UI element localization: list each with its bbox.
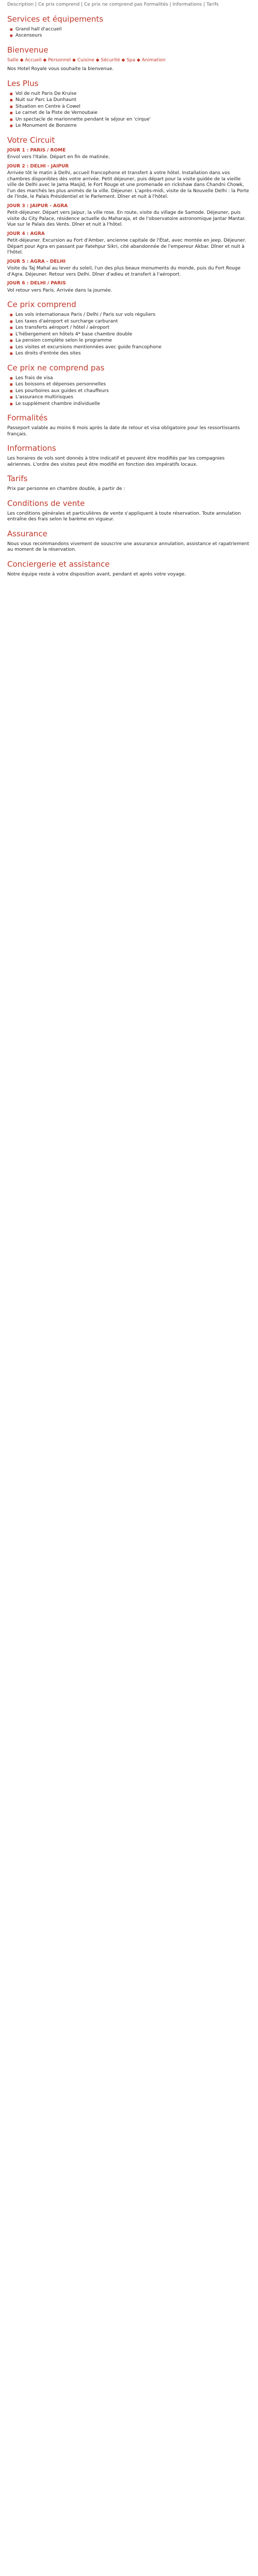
comprend-title: Ce prix comprend <box>7 300 76 309</box>
day-text: Visite du Taj Mahal au lever du soleil, l'un des plus beaux monuments du monde, puis du Fort Rouge d'Agra. Déjeuner. Retour vers Delhi. Dîner d'adieu et transfert à l'aéroport. <box>7 266 241 277</box>
plus-section <box>7 79 250 129</box>
plus-list <box>7 91 250 129</box>
ne-comprend-item: ■ L'assurance multirisques <box>15 395 250 401</box>
plus-item: ■ Vol de nuit Paris De Kruise <box>15 91 250 97</box>
ne-comprend-title: Ce prix ne comprend pas <box>7 363 105 372</box>
services-title: Services et équipements <box>7 14 104 24</box>
comprend-item: ■ La pension complète selon le programme <box>15 338 250 344</box>
comprend-item: ■ Les visites et excursions mentionnées avec guide francophone <box>15 345 250 351</box>
ne-comprend-section <box>7 363 250 408</box>
comprend-section <box>7 300 250 357</box>
day-heading: JOUR 1 : PARIS / ROME <box>7 147 66 153</box>
day-heading: JOUR 4 : AGRA <box>7 231 45 236</box>
bienvenue-text: Nos Hotel Royale vous souhaite la bienvenue. <box>7 66 114 72</box>
informations-section <box>7 444 250 468</box>
plus-item: ■ Un spectacle de marionnette pendant le séjour en 'cirque' <box>15 117 250 123</box>
day-text: Petit-déjeuner. Excursion au Fort d'Amber, ancienne capitale de l'État, avec montée en jeep. Déjeuner. Départ pour Agra en passant par Fatehpur Sikri, cité abandonnée de l'empereur Akbar. Dîner et nuit à l'hôtel. <box>7 238 246 255</box>
day-text: Arrivée tôt le matin à Delhi, accueil francophone et transfert à votre hôtel. Installation dans vos chambres disponibles dès votre arrivée. Petit déjeuner, puis départ pour la visite guidée de la vieille ville de Delhi avec le Jama Masjid, le Fort Rouge et une promenade en rickshaw dans Chandni Chowk, l'un des marchés les plus animés de la ville. Déjeuner. L'après-midi, visite de la Nouvelle Delhi : la Porte de l'Inde, le Palais Présidentiel et le Parlement. Dîner et nuit à l'hôtel. <box>7 171 249 199</box>
day-heading: JOUR 6 : DELHI / PARIS <box>7 281 66 286</box>
bienvenue-title: Bienvenue <box>7 45 49 55</box>
day-heading: JOUR 5 : AGRA - DELHI <box>7 259 66 264</box>
informations-title: Informations <box>7 444 56 453</box>
assurance-text: Nous vous recommandons vivement de souscrire une assurance annulation, assistance et rapatriement au moment de la réservation. <box>7 541 249 552</box>
comprend-item: ■ Les transferts aéroport / hôtel / aéroport <box>15 325 250 331</box>
plus-item: ■ Le Monument de Bonzerre <box>15 123 250 129</box>
day-heading: JOUR 3 : JAIPUR - AGRA <box>7 203 68 209</box>
circuit-title: Votre Circuit <box>7 135 55 145</box>
ne-comprend-item: ■ Les pourboires aux guides et chauffeurs <box>15 388 250 395</box>
comprend-item: ■ L'hébergement en hôtels 4* base chambre double <box>15 332 250 338</box>
ne-comprend-item: ■ Les frais de visa <box>15 376 250 382</box>
tarifs-section <box>7 474 250 493</box>
contact-section <box>7 560 250 578</box>
day-heading: JOUR 2 : DELHI - JAIPUR <box>7 163 69 169</box>
services-section <box>7 14 250 39</box>
informations-text: Les horaires de vols sont donnés à titre indicatif et peuvent être modifiés par les compagnies aériennes. L'ordre des visites peut être modifié en fonction des impératifs locaux. <box>7 456 225 467</box>
circuit-section <box>7 135 250 294</box>
bienvenue-nav[interactable]: Salle ◆ Accueil ◆ Personnel ◆ Cuisine ◆ Sécurité ◆ Spa ◆ Animation <box>7 57 166 63</box>
plus-title: Les Plus <box>7 78 39 88</box>
formalites-text: Passeport valable au moins 6 mois après la date de retour et visa obligatoire pour les ressortissants français. <box>7 426 240 437</box>
services-item: ■ Grand hall d'accueil <box>15 27 250 33</box>
conditions-text: Les conditions générales et particulières de vente s'appliquent à toute réservation. Toute annulation entraîne des frais selon le barème en vigueur. <box>7 511 241 522</box>
comprend-item: ■ Les vols internationaux Paris / Delhi / Paris sur vols réguliers <box>15 312 250 318</box>
page <box>0 0 257 588</box>
comprend-list <box>7 312 250 357</box>
assurance-section <box>7 529 250 553</box>
ne-comprend-item: ■ Les boissons et dépenses personnelles <box>15 382 250 388</box>
ne-comprend-item: ■ Le supplément chambre individuelle <box>15 401 250 408</box>
contact-title: Conciergerie et assistance <box>7 559 110 569</box>
plus-item: ■ Nuit sur Parc La Dunhaunt <box>15 97 250 104</box>
tarifs-title: Tarifs <box>7 474 28 483</box>
plus-item: ■ Situation en Centre à Cowel <box>15 104 250 110</box>
day-text: Petit-déjeuner. Départ vers Jaipur, la ville rose. En route, visite du village de Samode. Déjeuner, puis visite du City Palace, résidence actuelle du Maharaja, et de l'observatoire astronomique Jantar Mantar. Vue sur le Palais des Vents. Dîner et nuit à l'hôtel. <box>7 210 246 227</box>
comprend-item: ■ Les droits d'entrée des sites <box>15 351 250 357</box>
bienvenue-section <box>7 45 250 73</box>
plus-item: ■ Le carnet de la Piste de Vernoubaie <box>15 110 250 116</box>
services-item: ■ Ascenseurs <box>15 33 250 39</box>
intro-line: Description | Ce prix comprend | Ce prix ne comprend pas Formalités | Informations | Tarifs <box>7 2 219 7</box>
day-text: Vol retour vers Paris. Arrivée dans la journée. <box>7 287 112 293</box>
ne-comprend-list <box>7 376 250 408</box>
conditions-section <box>7 499 250 523</box>
assurance-title: Assurance <box>7 529 47 538</box>
conditions-title: Conditions de vente <box>7 498 85 508</box>
formalites-section <box>7 413 250 437</box>
contact-text: Notre équipe reste à votre disposition avant, pendant et après votre voyage. <box>7 571 186 577</box>
comprend-item: ■ Les taxes d'aéroport et surcharge carburant <box>15 319 250 325</box>
services-list <box>7 27 250 39</box>
formalites-title: Formalités <box>7 413 48 422</box>
tarifs-text: Prix par personne en chambre double, à partir de : <box>7 486 125 492</box>
day-text: Envol vers l'Italie. Départ en fin de matinée. <box>7 155 110 160</box>
